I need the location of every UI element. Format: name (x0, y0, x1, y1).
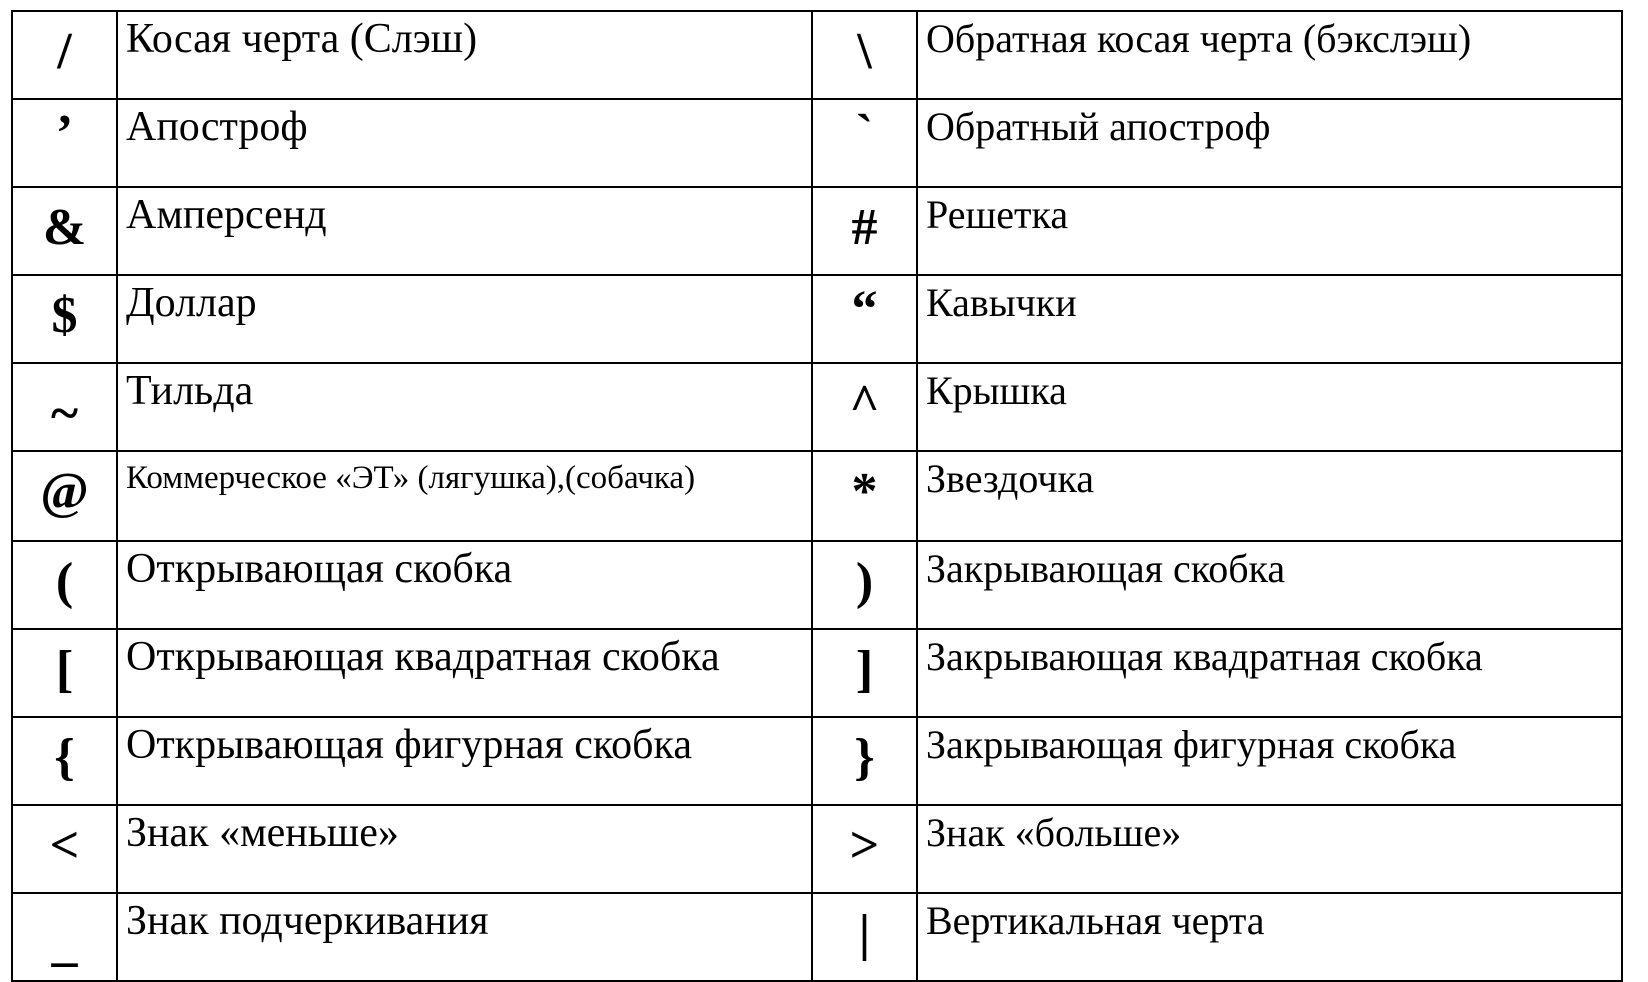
symbol-cell: | (812, 893, 917, 981)
symbol-cell: > (812, 805, 917, 893)
symbol-cell: } (812, 717, 917, 805)
symbol-glyph: ’ (55, 105, 74, 162)
symbol-name-cell: Апостроф (117, 99, 812, 187)
symbol-glyph: ~ (50, 385, 79, 442)
symbol-name-cell: Закрывающая квадратная скобка (917, 629, 1622, 717)
symbol-name-cell: Закрывающая скобка (917, 541, 1622, 629)
symbol-cell: @ (12, 451, 117, 541)
symbol-cell: * (812, 451, 917, 541)
symbol-name-cell: Закрывающая фигурная скобка (917, 717, 1622, 805)
symbol-cell (12, 363, 117, 451)
symbol-glyph: “ (851, 281, 878, 338)
symbol-cell: ] (812, 629, 917, 717)
symbol-cell: { (12, 717, 117, 805)
symbol-cell: $ (12, 275, 117, 363)
symbol-name-cell: Кавычки (917, 275, 1622, 363)
symbol-name-cell: Звездочка (917, 451, 1622, 541)
symbol-name-cell: Обратная косая черта (бэкслэш) (917, 11, 1622, 99)
symbol-cell: & (12, 187, 117, 275)
symbol-cell (12, 99, 117, 187)
table-row (12, 629, 1622, 717)
symbol-name-cell: Открывающая квадратная скобка (117, 629, 812, 717)
symbol-name-cell: Доллар (117, 275, 812, 363)
symbol-glyph: _ (51, 915, 78, 972)
symbol-cell: [ (12, 629, 117, 717)
table-row (12, 893, 1622, 981)
symbols-table (11, 10, 1623, 982)
symbol-name-cell: Обратный апостроф (917, 99, 1622, 187)
symbol-cell: ^ (812, 363, 917, 451)
symbol-name-cell: Косая черта (Слэш) (117, 11, 812, 99)
table-row (12, 451, 1622, 541)
symbol-name-cell: Амперсенд (117, 187, 812, 275)
table-row (12, 11, 1622, 99)
symbol-name-cell: Знак «меньше» (117, 805, 812, 893)
symbol-cell: # (812, 187, 917, 275)
symbol-name-cell: Крышка (917, 363, 1622, 451)
table-row (12, 541, 1622, 629)
symbol-cell (12, 893, 117, 981)
symbol-cell: \ (812, 11, 917, 99)
symbol-glyph: ` (855, 105, 874, 162)
table-row (12, 275, 1622, 363)
symbol-name-cell: Решетка (917, 187, 1622, 275)
table-row (12, 187, 1622, 275)
table-row (12, 717, 1622, 805)
symbol-name-cell: Тильда (117, 363, 812, 451)
symbol-cell (812, 275, 917, 363)
table-row (12, 805, 1622, 893)
symbol-cell: < (12, 805, 117, 893)
symbol-name-cell: Вертикальная черта (917, 893, 1622, 981)
symbol-name-cell: Знак «больше» (917, 805, 1622, 893)
symbol-cell (812, 99, 917, 187)
symbol-name-cell: Открывающая фигурная скобка (117, 717, 812, 805)
symbol-name-cell: Коммерческое «ЭТ» (лягушка),(собачка) (117, 451, 812, 541)
table-row (12, 363, 1622, 451)
symbol-cell: ) (812, 541, 917, 629)
symbol-name-cell: Открывающая скобка (117, 541, 812, 629)
symbol-cell: / (12, 11, 117, 99)
symbol-cell: ( (12, 541, 117, 629)
table-row (12, 99, 1622, 187)
symbol-name-cell: Знак подчеркивания (117, 893, 812, 981)
